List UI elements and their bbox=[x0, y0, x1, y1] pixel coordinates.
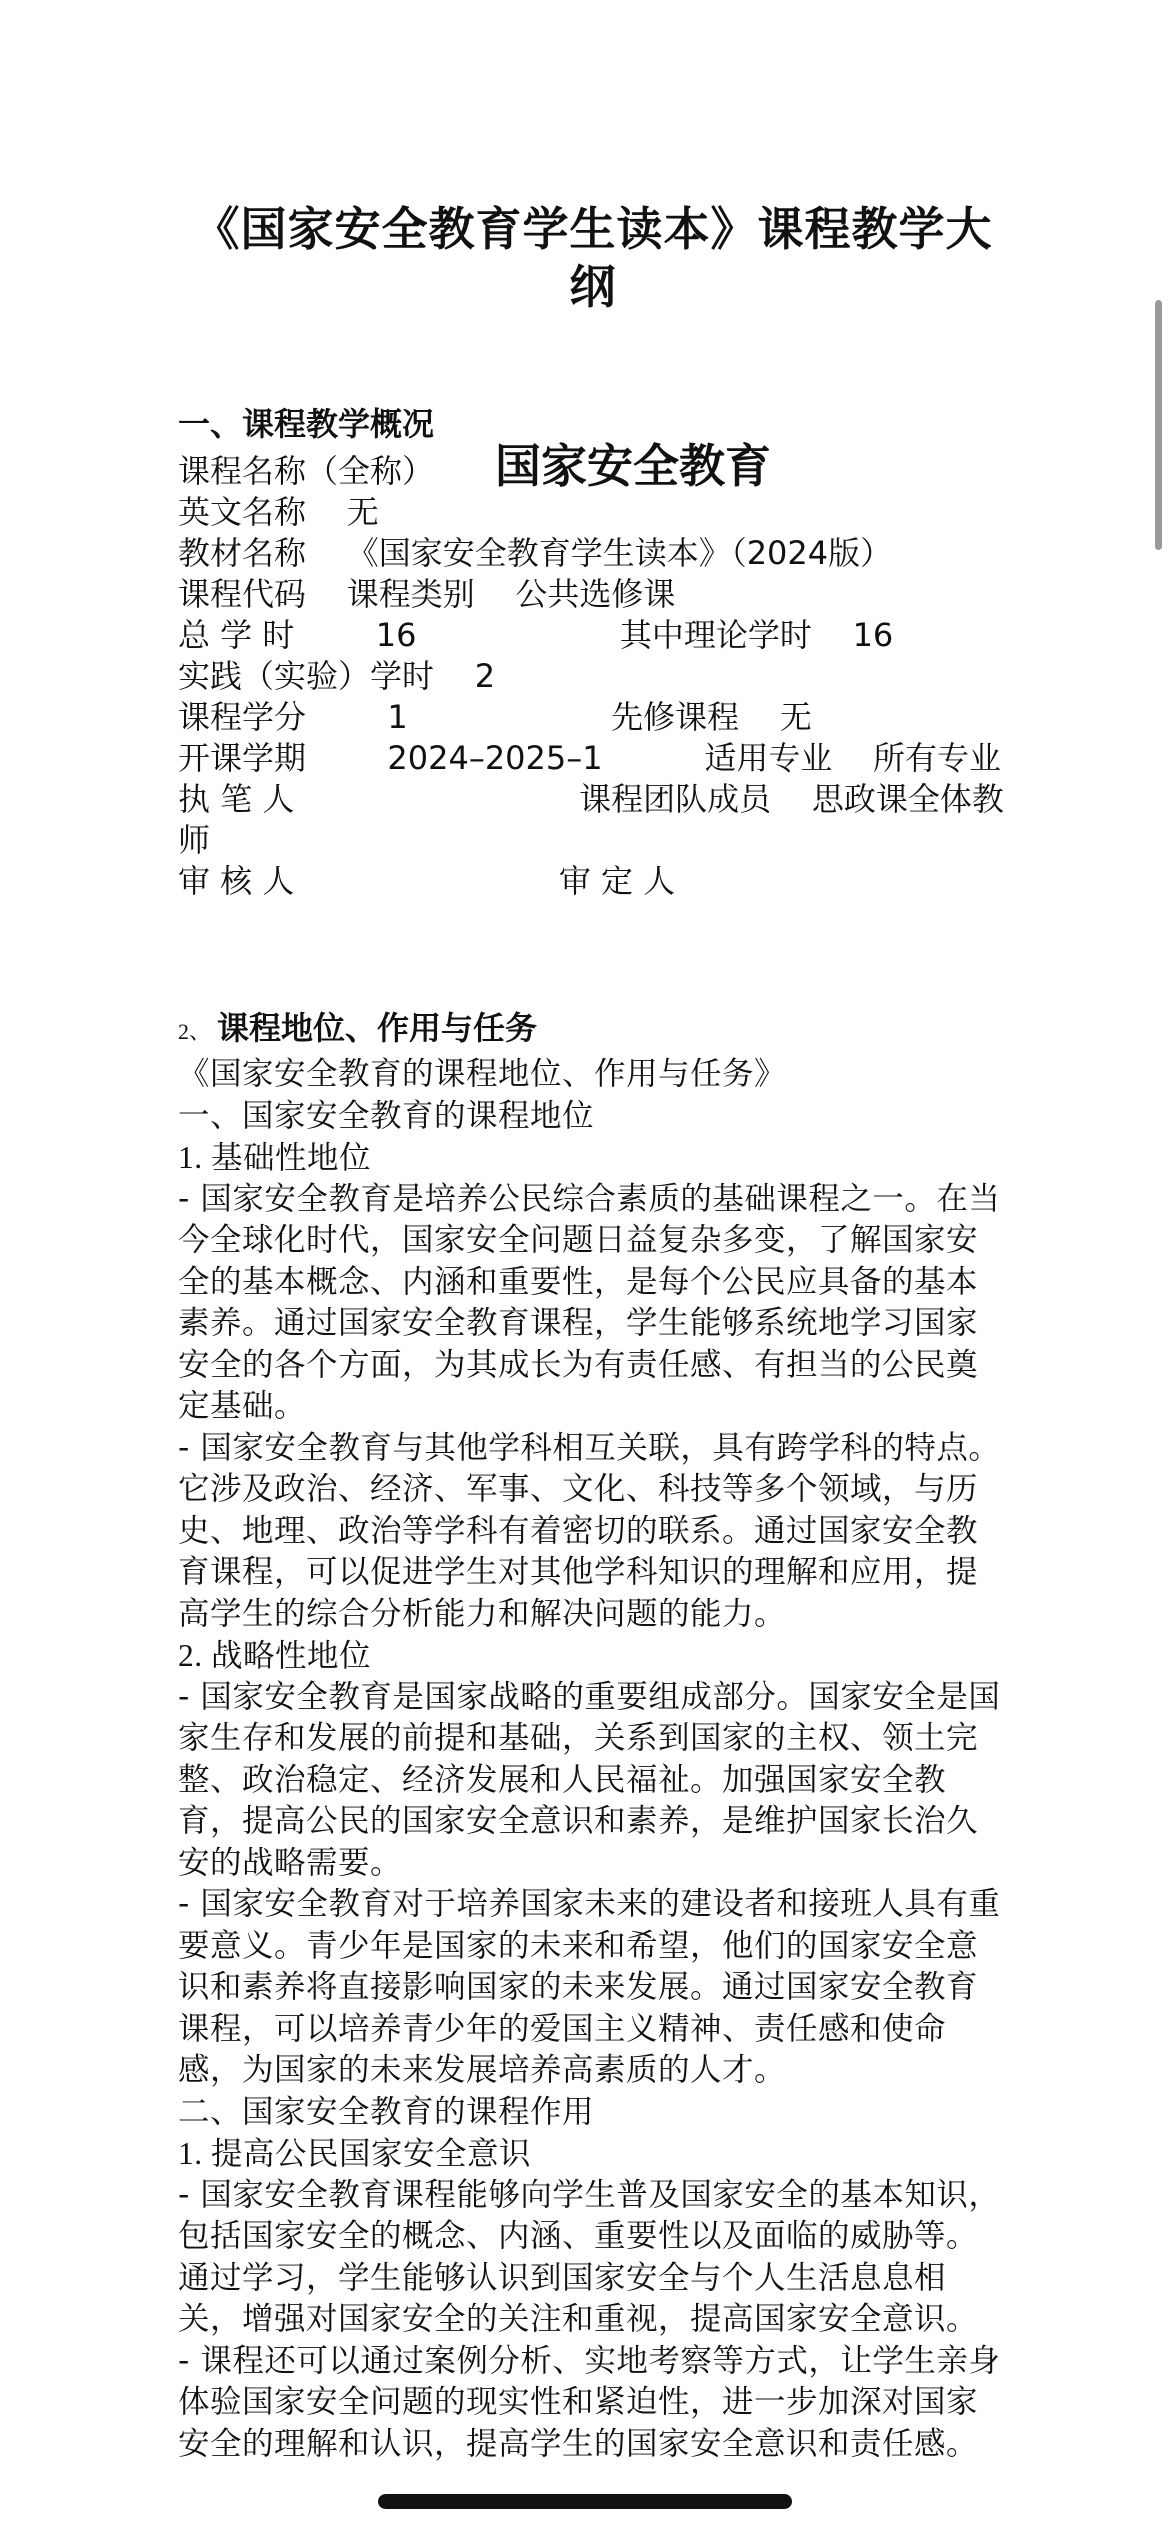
body-paragraph: - 国家安全教育是国家战略的重要组成部分。国家安全是国家生存和发展的前提和基础，关系到国家的主权、领土完整、政治稳定、经济发展和人民福祉。加强国家安全教育，提高公民的国家安全意识和素养，是维护国家长治久安的战略需要。 bbox=[178, 1678, 1001, 1881]
body-paragraph: - 课程还可以通过案例分析、实地考察等方式，让学生亲身体验国家安全问题的现实性和紧迫性，进一步加深对国家安全的理解和认识，提高学生的国家安全意识和责任感。 bbox=[178, 2342, 1001, 2462]
body-line: 《国家安全教育的课程地位、作用与任务》 bbox=[178, 1056, 787, 1092]
scrollbar[interactable] bbox=[1155, 300, 1162, 550]
info-row: 总 学 时 16 其中理论学时 16 bbox=[178, 616, 894, 654]
info-row: 课程学分 1 先修课程 无 bbox=[178, 698, 812, 736]
body-line: 2. 战略性地位 bbox=[178, 1638, 372, 1673]
section1-heading: 一、课程教学概况 bbox=[178, 405, 435, 443]
info-row: 课程代码 课程类别 公共选修课 bbox=[178, 575, 676, 613]
body-paragraph: - 国家安全教育课程能够向学生普及国家安全的基本知识，包括国家安全的概念、内涵、重要性以及面临的威胁等。通过学习，学生能够认识到国家安全与个人生活息息相关，增强对国家安全的关注和重视，提高国家安全意识。 bbox=[178, 2176, 1001, 2337]
section2-heading-text: 课程地位、作用与任务 bbox=[217, 1009, 538, 1047]
course-name-value: 国家安全教育 bbox=[495, 439, 772, 493]
body-line: 一、国家安全教育的课程地位 bbox=[178, 1097, 595, 1134]
info-row: 英文名称 无 bbox=[178, 493, 379, 531]
body-line: 1. 提高公民国家安全意识 bbox=[178, 2136, 532, 2171]
document-page bbox=[178, 200, 1008, 2465]
body-paragraph: - 国家安全教育与其他学科相互关联，具有跨学科的特点。它涉及政治、经济、军事、文化、科技等多个领域，与历史、地理、政治等学科有着密切的联系。通过国家安全教育课程，可以促进学生对其他学科知识的理解和应用，提高学生的综合分析能力和解决问题的能力。 bbox=[178, 1429, 1001, 1632]
info-row: 开课学期 2024–2025–1 适用专业 所有专业 bbox=[178, 739, 1002, 777]
course-name-row bbox=[178, 439, 1008, 493]
info-row: 教材名称 《国家安全教育学生读本》（2024版） bbox=[178, 534, 893, 572]
info-row: 审 核 人 审 定 人 bbox=[178, 862, 676, 900]
body-line: 二、国家安全教育的课程作用 bbox=[178, 2093, 595, 2130]
info-row: 执 笔 人 课程团队成员 思政课全体教师 bbox=[178, 780, 1004, 859]
section2-heading bbox=[178, 1006, 1008, 1054]
info-row: 实践（实验）学时 2 bbox=[178, 657, 496, 695]
body-paragraph: - 国家安全教育对于培养国家未来的建设者和接班人具有重要意义。青少年是国家的未来和希望，他们的国家安全意识和素养将直接影响国家的未来发展。通过国家安全教育课程，可以培养青少年的爱国主义精神、责任感和使命感，为国家的未来发展培养高素质的人才。 bbox=[178, 1886, 1001, 2088]
section2-number: 2、 bbox=[178, 1019, 212, 1044]
course-name-label: 课程名称（全称） bbox=[178, 452, 435, 490]
document-title: 《国家安全教育学生读本》课程教学大纲 bbox=[193, 202, 993, 314]
body-paragraph: - 国家安全教育是培养公民综合素质的基础课程之一。在当今全球化时代，国家安全问题日益复杂多变，了解国家安全的基本概念、内涵和重要性，是每个公民应具备的基本素养。通过国家安全教育课程，学生能够系统地学习国家安全的各个方面，为其成长为有责任感、有担当的公民奠定基础。 bbox=[178, 1180, 1001, 1424]
home-indicator[interactable] bbox=[378, 2494, 792, 2509]
body-line: 1. 基础性地位 bbox=[178, 1140, 372, 1175]
